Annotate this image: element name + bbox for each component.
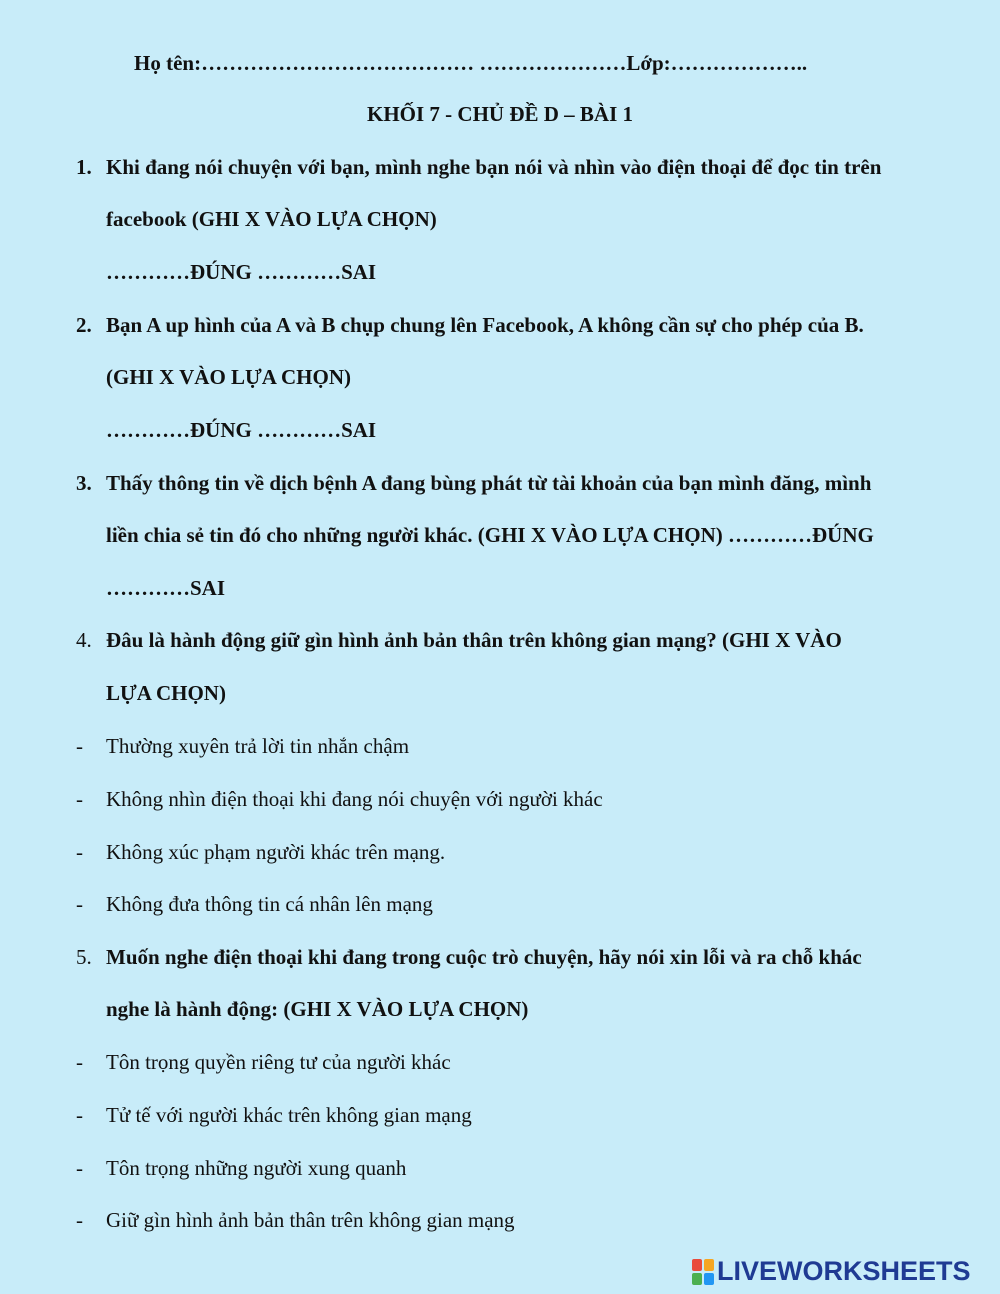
option-item[interactable]: Thường xuyên trả lời tin nhắn chậm (106, 734, 410, 758)
question-text: liền chia sẻ tin đó cho những người khác. (GHI X VÀO LỰA CHỌN) …………ĐÚNG (106, 523, 874, 547)
question-text: facebook (GHI X VÀO LỰA CHỌN) (106, 207, 437, 231)
question-number: 5. (76, 945, 92, 969)
question-number: 3. (76, 471, 92, 495)
question-number: 4. (76, 628, 92, 652)
question-text: Đâu là hành động giữ gìn hình ảnh bản thân trên không gian mạng? (GHI X VÀO (106, 628, 842, 652)
option-item[interactable]: Không nhìn điện thoại khi đang nói chuyện với người khác (106, 787, 603, 811)
answer-choices[interactable]: …………SAI (106, 576, 226, 600)
question-text: Muốn nghe điện thoại khi đang trong cuộc trò chuyện, hãy nói xin lỗi và ra chỗ khác (106, 945, 862, 969)
answer-choices[interactable]: …………ĐÚNG …………SAI (106, 418, 377, 442)
question-text: Thấy thông tin về dịch bệnh A đang bùng phát từ tài khoản của bạn mình đăng, mình (106, 471, 872, 495)
question-text: LỰA CHỌN) (106, 681, 226, 705)
list-dash: - (76, 1050, 83, 1074)
question-number: 1. (76, 155, 92, 179)
list-dash: - (76, 840, 83, 864)
question-text: Khi đang nói chuyện với bạn, mình nghe bạn nói và nhìn vào điện thoại để đọc tin trên (106, 155, 882, 179)
list-dash: - (76, 1156, 83, 1180)
name-class-line: Họ tên:………………………………… …………………Lớp:……………….. (134, 51, 808, 75)
list-dash: - (76, 734, 83, 758)
question-text: (GHI X VÀO LỰA CHỌN) (106, 365, 352, 389)
list-dash: - (76, 787, 83, 811)
logo-mark-icon (692, 1259, 714, 1285)
option-item[interactable]: Không đưa thông tin cá nhân lên mạng (106, 892, 433, 916)
question-text: nghe là hành động: (GHI X VÀO LỰA CHỌN) (106, 997, 529, 1021)
list-dash: - (76, 1208, 83, 1232)
answer-choices[interactable]: …………ĐÚNG …………SAI (106, 260, 377, 284)
option-item[interactable]: Giữ gìn hình ảnh bản thân trên không gian mạng (106, 1208, 515, 1232)
list-dash: - (76, 1103, 83, 1127)
liveworksheets-logo (692, 1256, 971, 1287)
question-text: Bạn A up hình của A và B chụp chung lên Facebook, A không cần sự cho phép của B. (106, 313, 864, 337)
option-item[interactable]: Không xúc phạm người khác trên mạng. (106, 840, 446, 864)
question-number: 2. (76, 313, 92, 337)
page-title: KHỐI 7 - CHỦ ĐỀ D – BÀI 1 (366, 102, 634, 126)
option-item[interactable]: Tôn trọng những người xung quanh (106, 1156, 407, 1180)
option-item[interactable]: Tôn trọng quyền riêng tư của người khác (106, 1050, 451, 1074)
option-item[interactable]: Tử tế với người khác trên không gian mạng (106, 1103, 472, 1127)
list-dash: - (76, 892, 83, 916)
logo-text: LIVEWORKSHEETS (717, 1256, 971, 1286)
